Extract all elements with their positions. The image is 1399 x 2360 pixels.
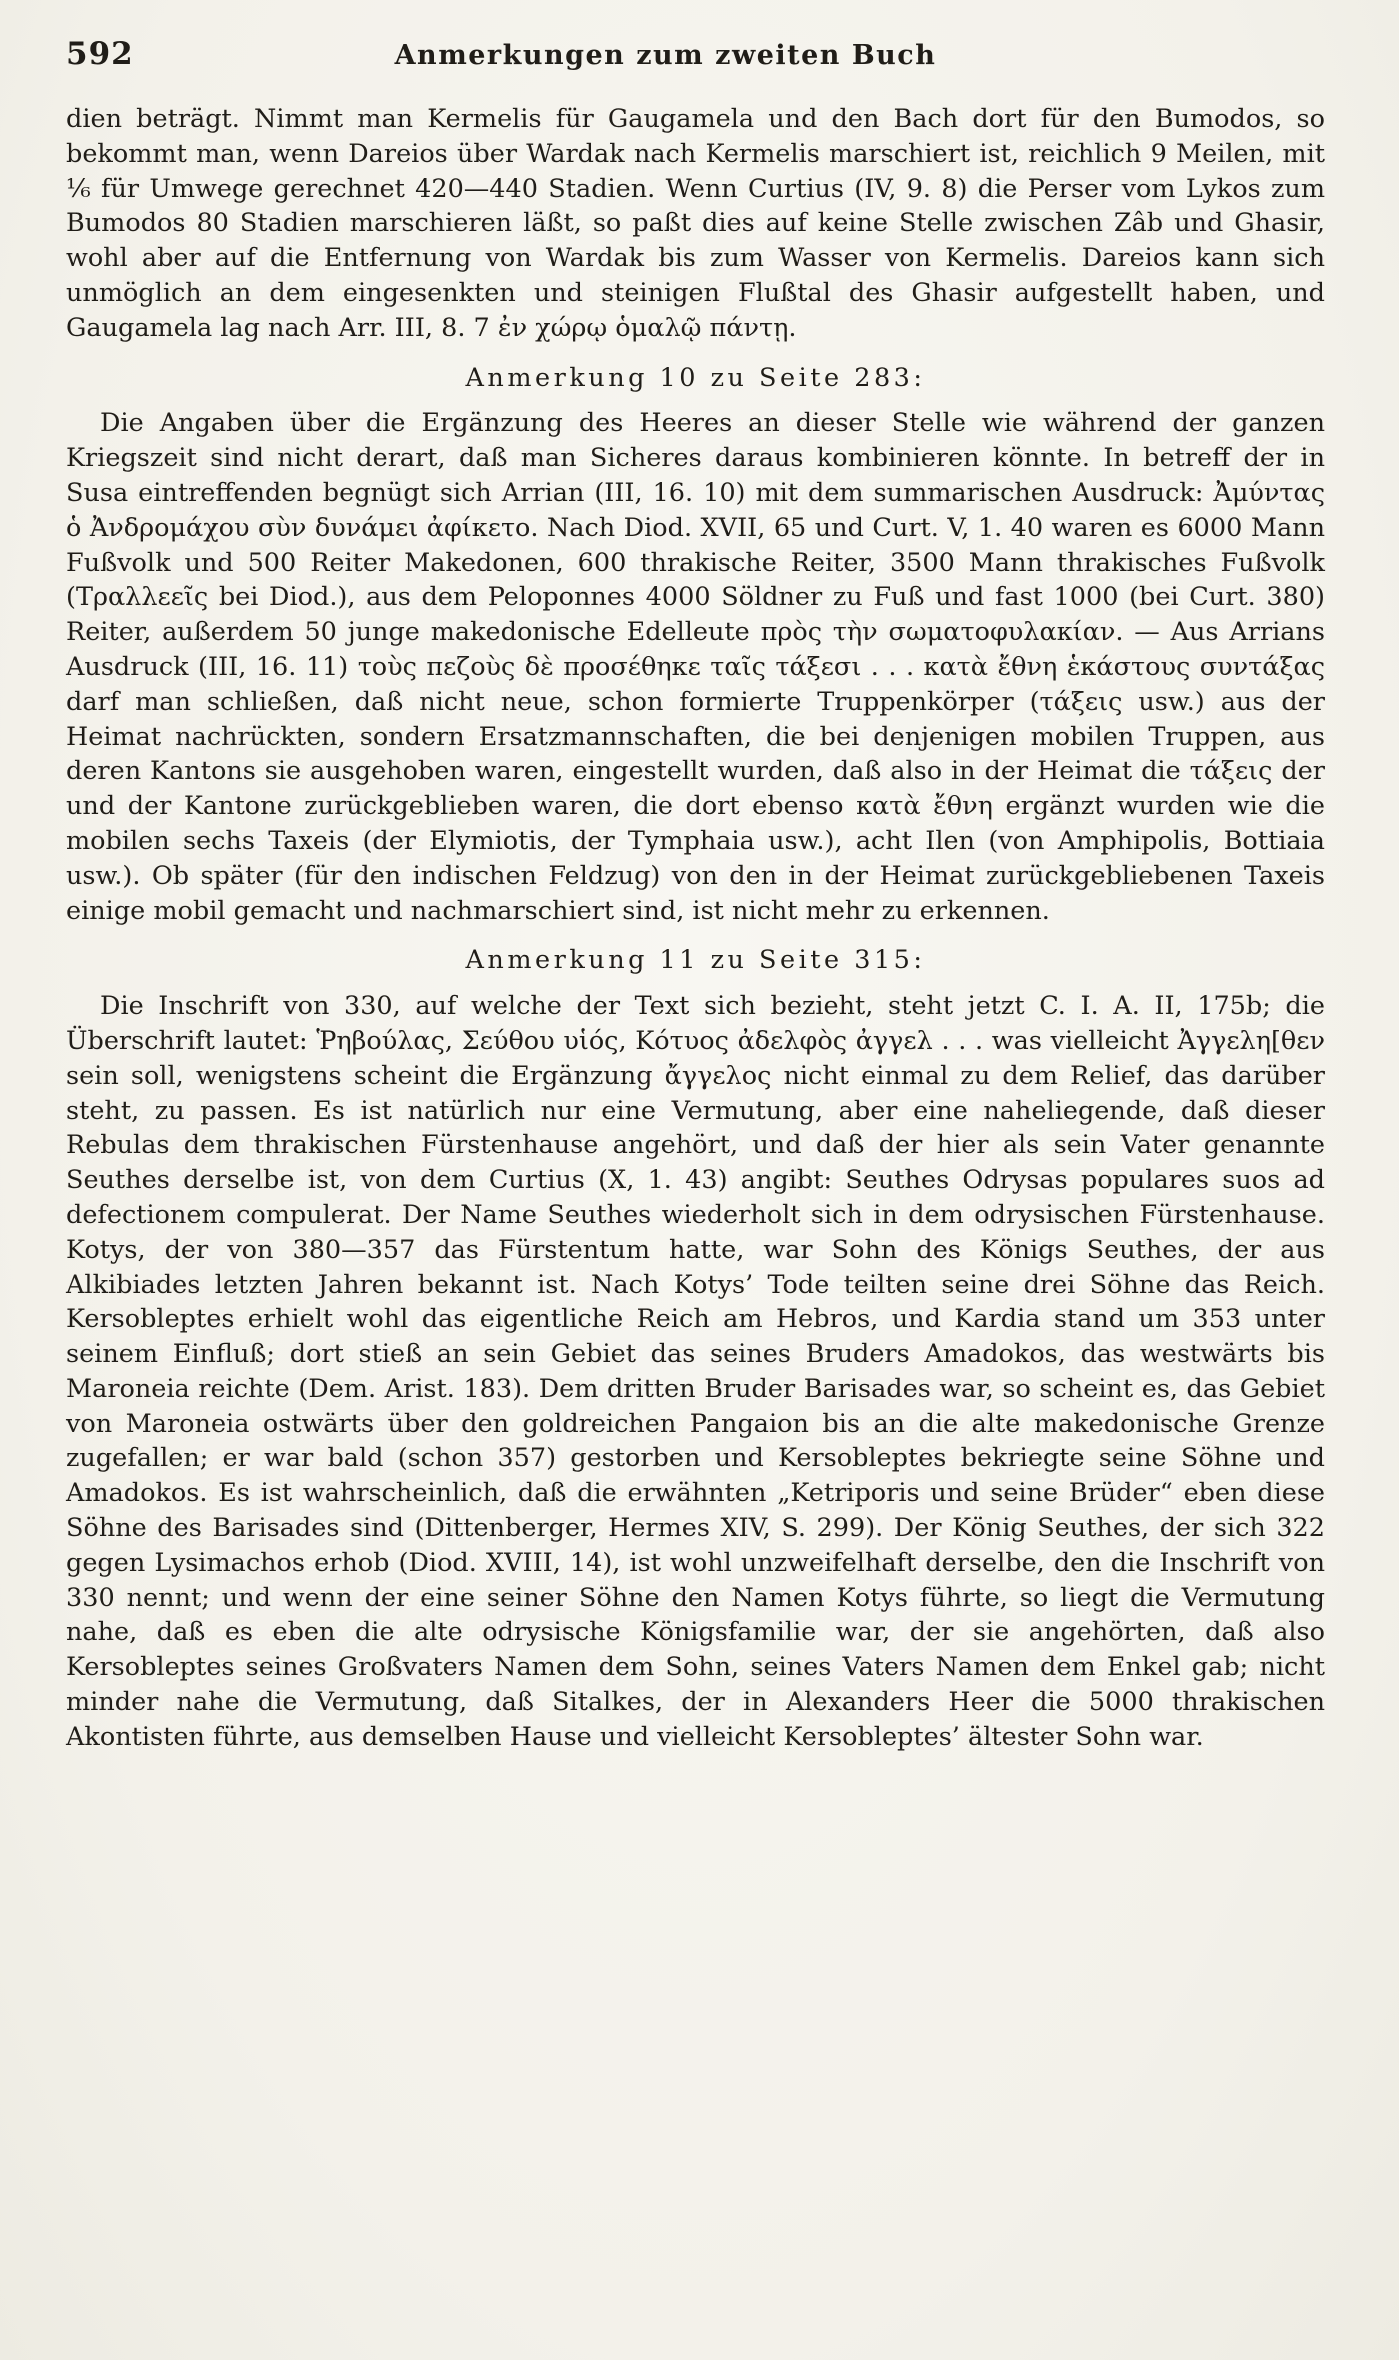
note-heading-10: Anmerkung 10 zu Seite 283: bbox=[465, 362, 926, 393]
page-body bbox=[66, 102, 1325, 1755]
running-title: Anmerkungen zum zweiten Buch bbox=[394, 40, 937, 71]
page-header bbox=[66, 36, 1325, 72]
note-heading-11: Anmerkung 11 zu Seite 315: bbox=[465, 945, 926, 976]
paragraph-note10: Die Angaben über die Ergänzung des Heeres an dieser Stelle wie während der ganzen Kriegszeit sind nicht derart, daß man Sicheres daraus kombinieren könnte. In betreff der in Susa eintreffenden begnügt sich Arrian (III, 16. 10) mit dem summarischen Ausdruck: Ἀμύντας ὁ Ἀνδρομάχου σὺν δυνάμει ἀφίκετο. Nach Diod. XVII, 65 und Curt. V, 1. 40 waren es 6000 Mann Fußvolk und 500 Reiter Makedonen, 600 thrakische Reiter, 3500 Mann thrakisches Fußvolk (Τραλλεεῖς bei Diod.), aus dem Peloponnes 4000 Söldner zu Fuß und fast 1000 (bei Curt. 380) Reiter, außerdem 50 junge makedonische Edelleute πρὸς τὴν σωματοφυλακίαν. — Aus Arrians Ausdruck (III, 16. 11) τοὺς πεζοὺς δὲ προσέθηκε ταῖς τάξεσι . . . κατὰ ἔθνη ἑκάστους συντάξας darf man schließen, daß nicht neue, schon formierte Truppenkörper (τάξεις usw.) aus der Heimat nachrückten, sondern Ersatzmannschaften, die bei denjenigen mobilen Truppen, aus deren Kantons sie ausgehoben waren, eingestellt wurden, daß also in der Heimat die τάξεις der und der Kantone zurückgeblieben waren, die dort ebenso κατὰ ἔθνη ergänzt wurden wie die mobilen sechs Taxeis (der Elymiotis, der Tymphaia usw.), acht Ilen (von Amphipolis, Bottiaia usw.). Ob später (für den indischen Feldzug) von den in der Heimat zurückgebliebenen Taxeis einige mobil gemacht und nachmarschiert sind, ist nicht mehr zu erkennen. bbox=[66, 408, 1325, 926]
page-number: 592 bbox=[66, 36, 134, 72]
paragraph-note9-continuation: dien beträgt. Nimmt man Kermelis für Gaugamela und den Bach dort für den Bumodos, so bekommt man, wenn Dareios über Wardak nach Kermelis marschiert ist, reichlich 9 Meilen, mit ¹⁄₆ für Umwege gerechnet 420—440 Stadien. Wenn Curtius (IV, 9. 8) die Perser vom Lykos zum Bumodos 80 Stadien marschieren läßt, so paßt dies auf keine Stelle zwischen Zâb und Ghasir, wohl aber auf die Entfernung von Wardak bis zum Wasser von Kermelis. Dareios kann sich unmöglich an dem eingesenkten und steinigen Flußtal des Ghasir aufgestellt haben, und Gaugamela lag nach Arr. III, 8. 7 ἐν χώρῳ ὁμαλῷ πάντῃ. bbox=[66, 104, 1325, 343]
paragraph-note11: Die Inschrift von 330, auf welche der Text sich bezieht, steht jetzt C. I. A. II, 175b; die Überschrift lautet: Ῥηβούλας, Σεύθου υἱός, Κότυος ἀδελφὸς ἀγγελ . . . was vielleicht Ἀγγελη[θεν sein soll, wenigstens scheint die Ergänzung ἄγγελος nicht einmal zu dem Relief, das darüber steht, zu passen. Es ist natürlich nur eine Vermutung, aber eine naheliegende, daß dieser Rebulas dem thrakischen Fürstenhause angehört, und daß der hier als sein Vater genannte Seuthes derselbe ist, von dem Curtius (X, 1. 43) angibt: Seuthes Odrysas populares suos ad defectionem compulerat. Der Name Seuthes wiederholt sich in dem odrysischen Fürstenhause. Kotys, der von 380—357 das Fürstentum hatte, war Sohn des Königs Seuthes, der aus Alkibiades letzten Jahren bekannt ist. Nach Kotys’ Tode teilten seine drei Söhne das Reich. Kersobleptes erhielt wohl das eigentliche Reich am Hebros, und Kardia stand um 353 unter seinem Einfluß; dort stieß an sein Gebiet das seines Bruders Amadokos, das westwärts bis Maroneia reichte (Dem. Arist. 183). Dem dritten Bruder Barisades war, so scheint es, das Gebiet von Maroneia ostwärts über den goldreichen Pangaion bis an die alte makedonische Grenze zugefallen; er war bald (schon 357) gestorben und Kersobleptes bekriegte seine Söhne und Amadokos. Es ist wahrscheinlich, daß die erwähnten „Ketriporis und seine Brüder“ eben diese Söhne des Barisades sind (Dittenberger, Hermes XIV, S. 299). Der König Seuthes, der sich 322 gegen Lysimachos erhob (Diod. XVIII, 14), ist wohl unzweifelhaft derselbe, den die Inschrift von 330 nennt; und wenn der eine seiner Söhne den Namen Kotys führte, so liegt die Vermutung nahe, daß es eben die alte odrysische Königsfamilie war, der sie angehörten, daß also Kersobleptes seines Großvaters Namen dem Sohn, seines Vaters Namen dem Enkel gab; nicht minder nahe die Vermutung, daß Sitalkes, der in Alexanders Heer die 5000 thrakischen Akontisten führte, aus demselben Hause und vielleicht Kersobleptes’ ältester Sohn war. bbox=[66, 991, 1325, 1752]
